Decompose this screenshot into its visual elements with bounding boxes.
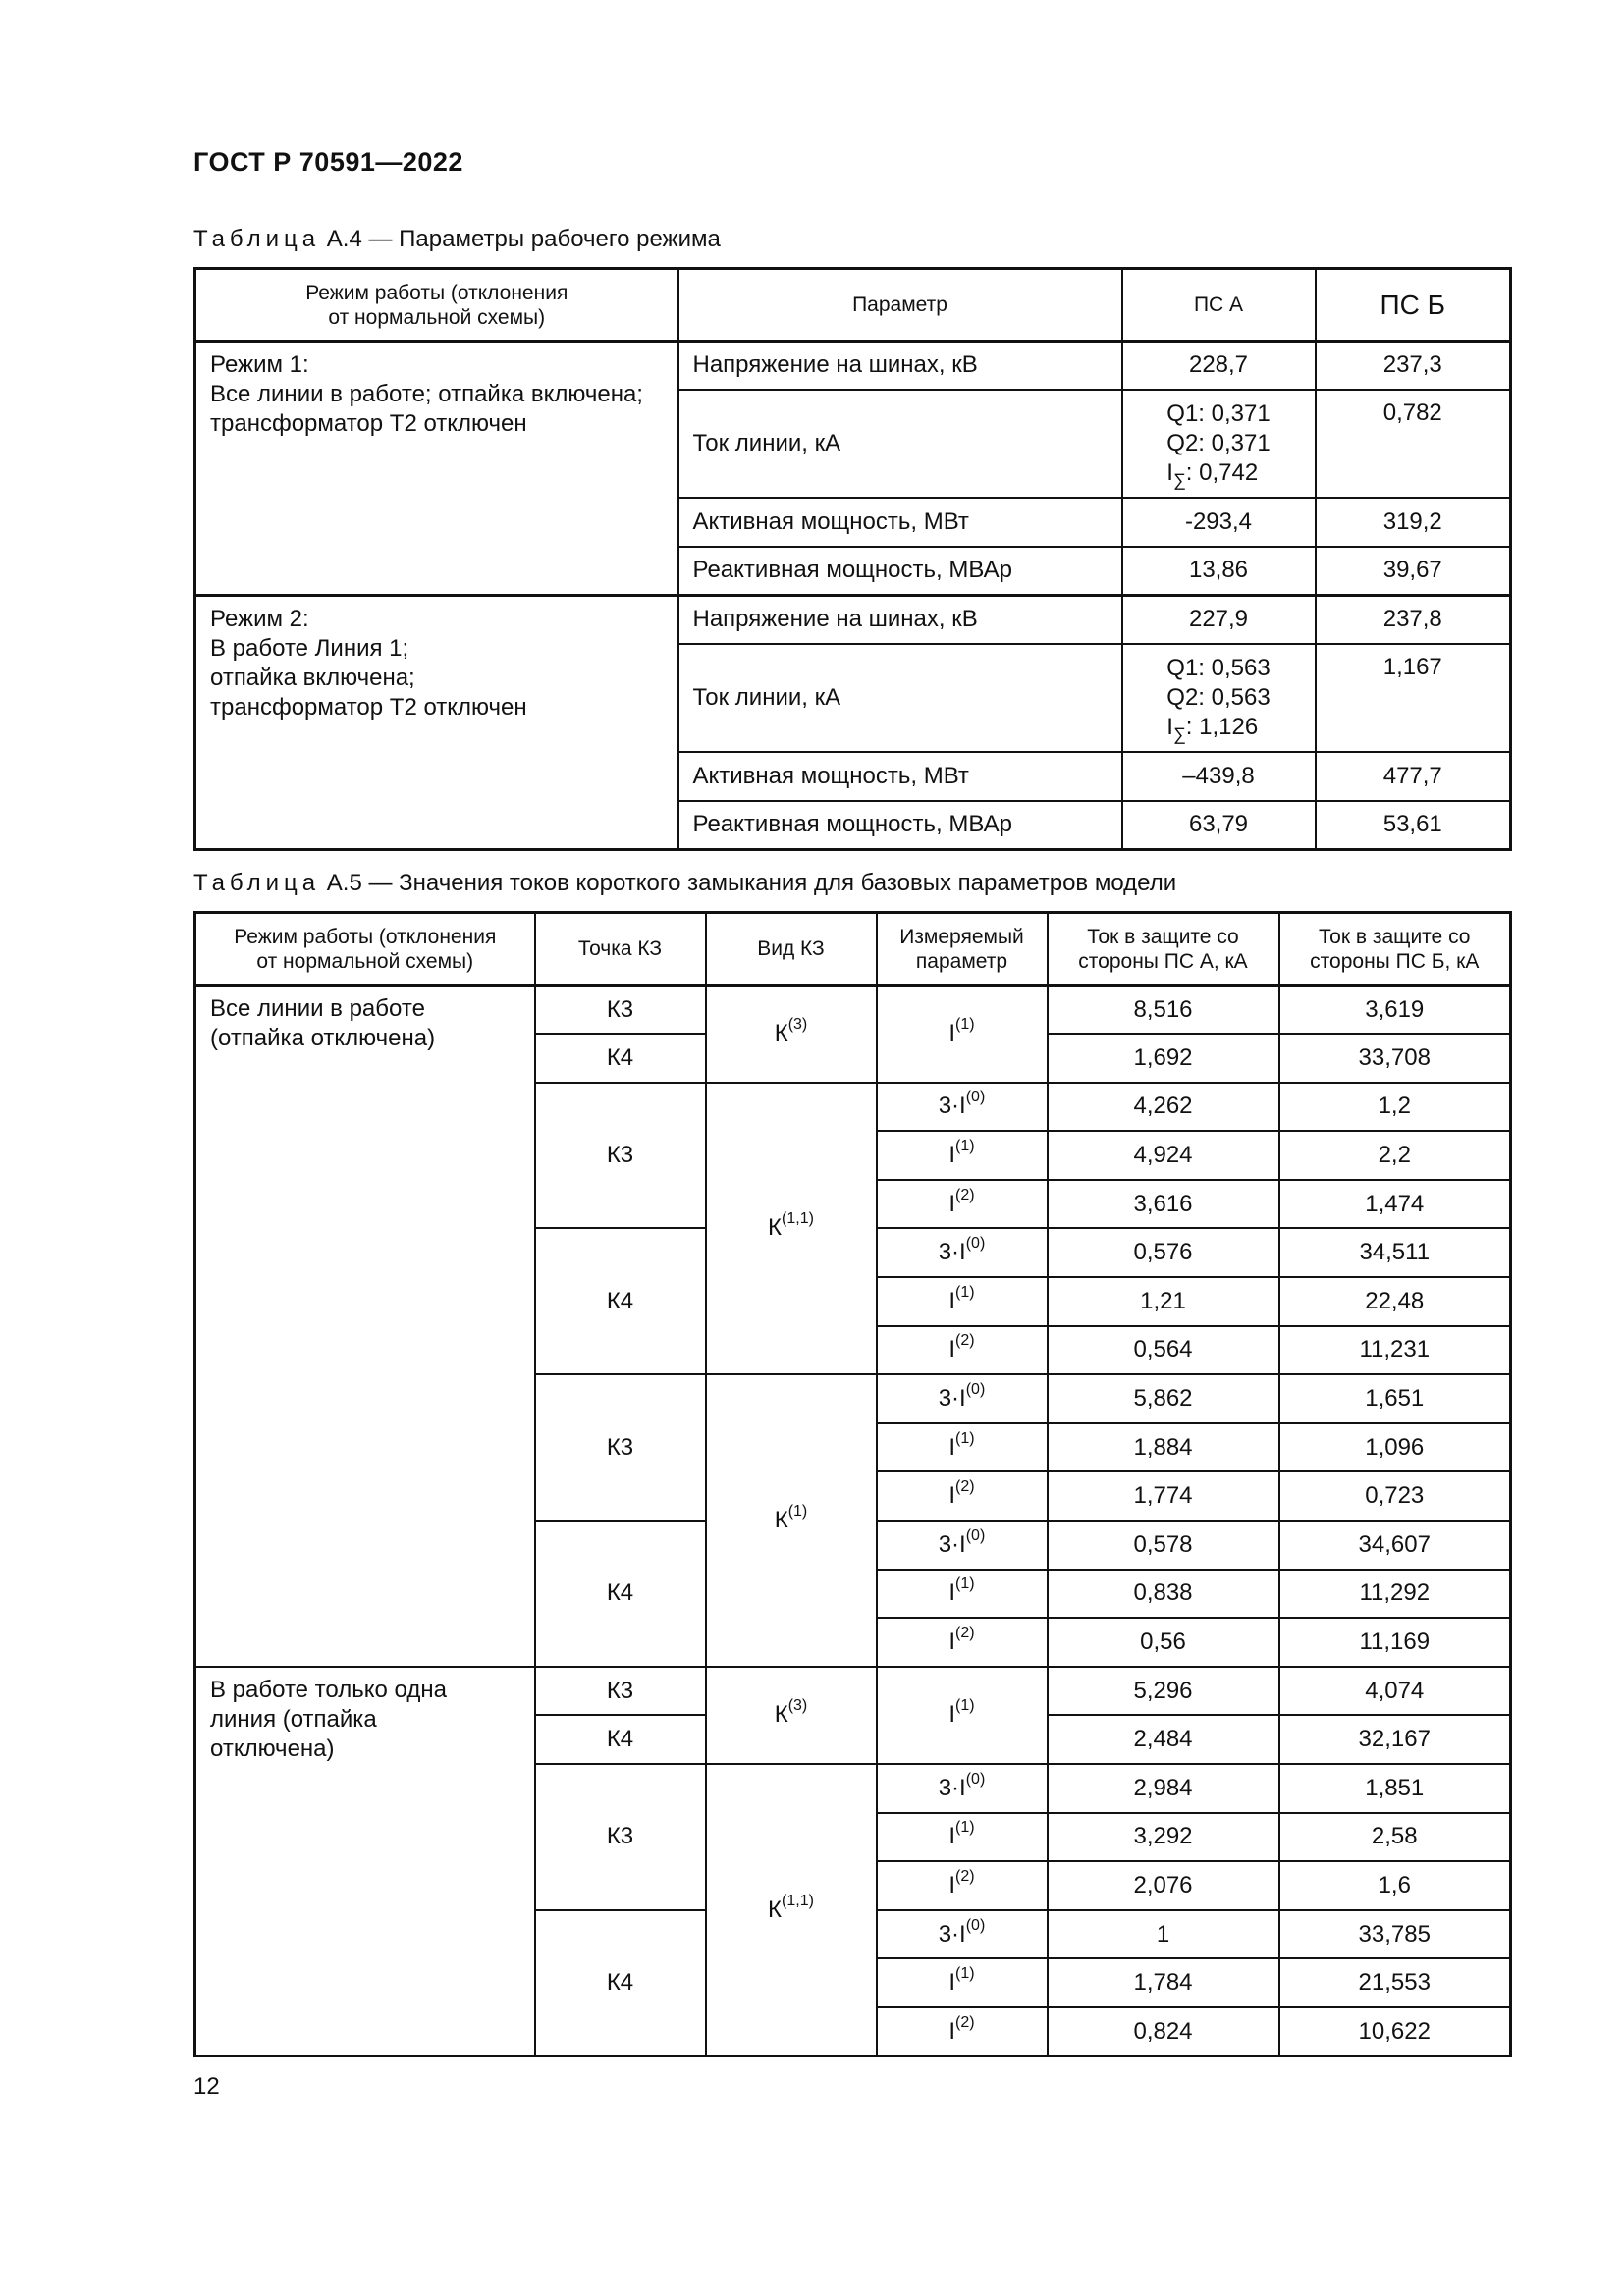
current-ps-a: 8,516 xyxy=(1048,986,1279,1035)
value-ps-b: 237,3 xyxy=(1316,342,1511,390)
value-ps-b: 477,7 xyxy=(1316,752,1511,801)
param-symbol: I xyxy=(948,1482,956,1510)
measured-param xyxy=(877,1374,1048,1423)
header-current-ps-a: Ток в защите со стороны ПС А, кА xyxy=(1048,913,1279,986)
current-ps-b: 10,622 xyxy=(1279,2007,1511,2056)
current-ps-a: 5,862 xyxy=(1048,1374,1279,1423)
current-symbol: I xyxy=(1166,458,1173,486)
param-line-current: Ток линии, кА xyxy=(678,390,1122,498)
param-symbol: I xyxy=(948,1190,956,1217)
kind-superscript: (3) xyxy=(787,1697,808,1715)
header-parameter: Параметр xyxy=(678,269,1122,342)
fault-type xyxy=(706,1667,877,1764)
current-ps-b: 2,58 xyxy=(1279,1813,1511,1862)
current-ps-b: 2,2 xyxy=(1279,1131,1511,1180)
fault-type xyxy=(706,1083,877,1375)
current-ps-a: 3,292 xyxy=(1048,1813,1279,1862)
value-ps-b: 0,782 xyxy=(1316,390,1511,498)
param-superscript: (2) xyxy=(955,1332,975,1350)
current-ps-b: 0,723 xyxy=(1279,1471,1511,1521)
fault-type xyxy=(706,986,877,1083)
param-symbol: I xyxy=(948,1020,956,1047)
caption-number: А.5 xyxy=(326,870,362,896)
param-superscript: (0) xyxy=(965,1381,986,1399)
measured-param xyxy=(877,1618,1048,1667)
measured-param xyxy=(877,1180,1048,1229)
param-superscript: (2) xyxy=(955,2013,975,2031)
param-superscript: (2) xyxy=(955,1625,975,1642)
value-ps-b: 319,2 xyxy=(1316,498,1511,547)
fault-point: К4 xyxy=(535,1228,706,1374)
current-ps-b: 1,851 xyxy=(1279,1764,1511,1813)
caption-word: Таблица xyxy=(193,870,321,896)
kind-superscript: (1) xyxy=(787,1503,808,1521)
param-superscript: (2) xyxy=(955,1478,975,1496)
kind-symbol: К xyxy=(774,1507,788,1534)
current-ps-b: 33,785 xyxy=(1279,1910,1511,1959)
measured-param xyxy=(877,1958,1048,2007)
measured-param xyxy=(877,1861,1048,1910)
fault-point: К4 xyxy=(535,1715,706,1764)
measured-param xyxy=(877,1228,1048,1277)
table-a5-caption xyxy=(193,870,1176,897)
value-ps-b: 53,61 xyxy=(1316,801,1511,850)
header-fault-point: Точка КЗ xyxy=(535,913,706,986)
value-ps-a: -293,4 xyxy=(1122,498,1316,547)
fault-point: К3 xyxy=(535,1764,706,1910)
page-number: 12 xyxy=(193,2073,220,2100)
fault-type xyxy=(706,1374,877,1667)
current-ps-a: 1,774 xyxy=(1048,1471,1279,1521)
param-active-power: Активная мощность, МВт xyxy=(678,752,1122,801)
current-ps-b: 11,231 xyxy=(1279,1326,1511,1375)
param-symbol: I xyxy=(959,1774,966,1801)
header-mode: Режим работы (отклонения от нормальной схемы) xyxy=(195,269,678,342)
header-current-ps-b: Ток в защите со стороны ПС Б, кА xyxy=(1279,913,1511,986)
value-ps-a: 13,86 xyxy=(1122,547,1316,596)
param-prefix: 3· xyxy=(938,1530,960,1558)
value-ps-a: 63,79 xyxy=(1122,801,1316,850)
param-reactive-power: Реактивная мощность, МВАр xyxy=(678,547,1122,596)
measured-param xyxy=(877,1910,1048,1959)
measured-param xyxy=(877,1813,1048,1862)
current-sum-value: : 0,742 xyxy=(1185,458,1259,486)
param-symbol: I xyxy=(948,1336,956,1363)
param-symbol: I xyxy=(959,1239,966,1266)
current-symbol: I xyxy=(1166,713,1173,740)
value-ps-a: 228,7 xyxy=(1122,342,1316,390)
current-ps-a: 1 xyxy=(1048,1910,1279,1959)
current-sum xyxy=(1166,713,1259,744)
current-ps-a: 0,56 xyxy=(1048,1618,1279,1667)
value-ps-b: 1,167 xyxy=(1316,644,1511,752)
param-superscript: (0) xyxy=(965,1235,986,1253)
current-ps-a: 4,924 xyxy=(1048,1131,1279,1180)
header-measured-param: Измеряемый параметр xyxy=(877,913,1048,986)
fault-point: К4 xyxy=(535,1521,706,1667)
current-ps-b: 1,6 xyxy=(1279,1861,1511,1910)
param-symbol: I xyxy=(948,1433,956,1461)
current-ps-a: 4,262 xyxy=(1048,1083,1279,1132)
param-voltage: Напряжение на шинах, кВ xyxy=(678,596,1122,644)
current-ps-a: 0,576 xyxy=(1048,1228,1279,1277)
param-symbol: I xyxy=(948,2017,956,2045)
current-ps-b: 1,474 xyxy=(1279,1180,1511,1229)
current-q1: Q1: 0,371 xyxy=(1166,400,1271,427)
current-ps-a: 1,784 xyxy=(1048,1958,1279,2007)
sum-subscript: ∑ xyxy=(1172,469,1186,490)
value-ps-b: 237,8 xyxy=(1316,596,1511,644)
current-ps-b: 22,48 xyxy=(1279,1277,1511,1326)
kind-symbol: К xyxy=(774,1701,788,1729)
param-voltage: Напряжение на шинах, кВ xyxy=(678,342,1122,390)
value-ps-a: 227,9 xyxy=(1122,596,1316,644)
value-ps-a-currents xyxy=(1122,644,1316,752)
current-ps-a: 0,824 xyxy=(1048,2007,1279,2056)
param-superscript: (1) xyxy=(955,1965,975,1983)
param-superscript: (1) xyxy=(955,1016,975,1034)
param-symbol: I xyxy=(959,1530,966,1558)
measured-param xyxy=(877,1131,1048,1180)
current-ps-a: 1,884 xyxy=(1048,1423,1279,1472)
sum-subscript: ∑ xyxy=(1172,723,1186,744)
current-ps-b: 4,074 xyxy=(1279,1667,1511,1716)
param-superscript: (0) xyxy=(965,1526,986,1544)
current-ps-b: 1,2 xyxy=(1279,1083,1511,1132)
param-superscript: (0) xyxy=(965,1770,986,1788)
kind-symbol: К xyxy=(768,1896,783,1923)
current-ps-a: 0,838 xyxy=(1048,1570,1279,1619)
param-superscript: (1) xyxy=(955,1429,975,1447)
param-superscript: (2) xyxy=(955,1186,975,1203)
kind-superscript: (1,1) xyxy=(782,1892,814,1909)
param-symbol: I xyxy=(948,1823,956,1850)
current-ps-a: 0,564 xyxy=(1048,1326,1279,1375)
header-ps-a: ПС А xyxy=(1122,269,1316,342)
param-superscript: (1) xyxy=(955,1819,975,1837)
kind-superscript: (3) xyxy=(787,1016,808,1034)
current-ps-a: 2,984 xyxy=(1048,1764,1279,1813)
param-superscript: (1) xyxy=(955,1138,975,1155)
param-symbol: I xyxy=(948,1287,956,1314)
fault-point: К3 xyxy=(535,1667,706,1716)
current-ps-b: 34,607 xyxy=(1279,1521,1511,1570)
param-prefix: 3· xyxy=(938,1239,960,1266)
param-superscript: (1) xyxy=(955,1283,975,1301)
current-q1: Q1: 0,563 xyxy=(1166,654,1271,681)
current-sum-value: : 1,126 xyxy=(1185,713,1259,740)
mode-1-description: Режим 1: Все линии в работе; отпайка включена; трансформатор Т2 отключен xyxy=(195,342,678,596)
current-ps-b: 34,511 xyxy=(1279,1228,1511,1277)
fault-point: К4 xyxy=(535,1034,706,1083)
current-ps-b: 3,619 xyxy=(1279,986,1511,1035)
current-ps-b: 1,651 xyxy=(1279,1374,1511,1423)
measured-param xyxy=(877,1570,1048,1619)
param-line-current: Ток линии, кА xyxy=(678,644,1122,752)
param-symbol: I xyxy=(948,1871,956,1898)
param-superscript: (1) xyxy=(955,1575,975,1593)
header-fault-type: Вид КЗ xyxy=(706,913,877,986)
measured-param xyxy=(877,1764,1048,1813)
param-symbol: I xyxy=(959,1920,966,1948)
current-ps-a: 2,076 xyxy=(1048,1861,1279,1910)
param-symbol: I xyxy=(948,1969,956,1997)
header-mode: Режим работы (отклонения от нормальной схемы) xyxy=(195,913,535,986)
caption-word: Таблица xyxy=(193,226,321,252)
current-q2: Q2: 0,563 xyxy=(1166,683,1271,711)
param-active-power: Активная мощность, МВт xyxy=(678,498,1122,547)
measured-param xyxy=(877,1521,1048,1570)
param-prefix: 3· xyxy=(938,1920,960,1948)
caption-number: А.4 xyxy=(326,226,362,252)
current-ps-a: 1,692 xyxy=(1048,1034,1279,1083)
current-ps-b: 11,292 xyxy=(1279,1570,1511,1619)
current-q2: Q2: 0,371 xyxy=(1166,429,1271,456)
param-symbol: I xyxy=(948,1579,956,1607)
current-ps-b: 33,708 xyxy=(1279,1034,1511,1083)
value-ps-a: –439,8 xyxy=(1122,752,1316,801)
measured-param xyxy=(877,986,1048,1083)
caption-text: — Параметры рабочего режима xyxy=(361,226,721,252)
current-ps-b: 21,553 xyxy=(1279,1958,1511,2007)
fault-point: К4 xyxy=(535,1910,706,2056)
measured-param xyxy=(877,1277,1048,1326)
kind-superscript: (1,1) xyxy=(782,1210,814,1228)
param-prefix: 3· xyxy=(938,1774,960,1801)
kind-symbol: К xyxy=(774,1020,788,1047)
current-ps-b: 32,167 xyxy=(1279,1715,1511,1764)
measured-param xyxy=(877,1326,1048,1375)
mode-1-description: Все линии в работе (отпайка отключена) xyxy=(195,986,535,1667)
fault-point: К3 xyxy=(535,1083,706,1229)
param-symbol: I xyxy=(959,1093,966,1120)
table-a4-caption xyxy=(193,226,721,253)
current-sum xyxy=(1166,458,1259,490)
param-prefix: 3· xyxy=(938,1385,960,1413)
param-superscript: (2) xyxy=(955,1867,975,1885)
kind-symbol: К xyxy=(768,1214,783,1242)
param-prefix: 3· xyxy=(938,1093,960,1120)
fault-type xyxy=(706,1764,877,2056)
param-symbol: I xyxy=(948,1142,956,1169)
fault-point: К3 xyxy=(535,1374,706,1521)
measured-param xyxy=(877,1667,1048,1764)
document-id: ГОСТ Р 70591—2022 xyxy=(193,147,463,177)
mode-2-description: Режим 2: В работе Линия 1; отпайка включена; трансформатор Т2 отключен xyxy=(195,596,678,850)
caption-text: — Значения токов короткого замыкания для базовых параметров модели xyxy=(361,870,1177,896)
current-ps-a: 1,21 xyxy=(1048,1277,1279,1326)
current-ps-b: 1,096 xyxy=(1279,1423,1511,1472)
header-ps-b: ПС Б xyxy=(1316,269,1511,342)
current-ps-a: 5,296 xyxy=(1048,1667,1279,1716)
param-superscript: (0) xyxy=(965,1916,986,1934)
param-superscript: (0) xyxy=(965,1089,986,1106)
value-ps-a-currents xyxy=(1122,390,1316,498)
current-ps-b: 11,169 xyxy=(1279,1618,1511,1667)
measured-param xyxy=(877,2007,1048,2056)
param-symbol: I xyxy=(959,1385,966,1413)
param-superscript: (1) xyxy=(955,1697,975,1715)
measured-param xyxy=(877,1423,1048,1472)
value-ps-b: 39,67 xyxy=(1316,547,1511,596)
param-symbol: I xyxy=(948,1701,956,1729)
fault-point: К3 xyxy=(535,986,706,1035)
current-ps-a: 0,578 xyxy=(1048,1521,1279,1570)
current-ps-a: 3,616 xyxy=(1048,1180,1279,1229)
current-ps-a: 2,484 xyxy=(1048,1715,1279,1764)
table-a5 xyxy=(193,911,1512,2057)
mode-2-description: В работе только одна линия (отпайка отключена) xyxy=(195,1667,535,2056)
param-reactive-power: Реактивная мощность, МВАр xyxy=(678,801,1122,850)
measured-param xyxy=(877,1083,1048,1132)
param-symbol: I xyxy=(948,1629,956,1656)
table-a4 xyxy=(193,267,1512,851)
measured-param xyxy=(877,1471,1048,1521)
